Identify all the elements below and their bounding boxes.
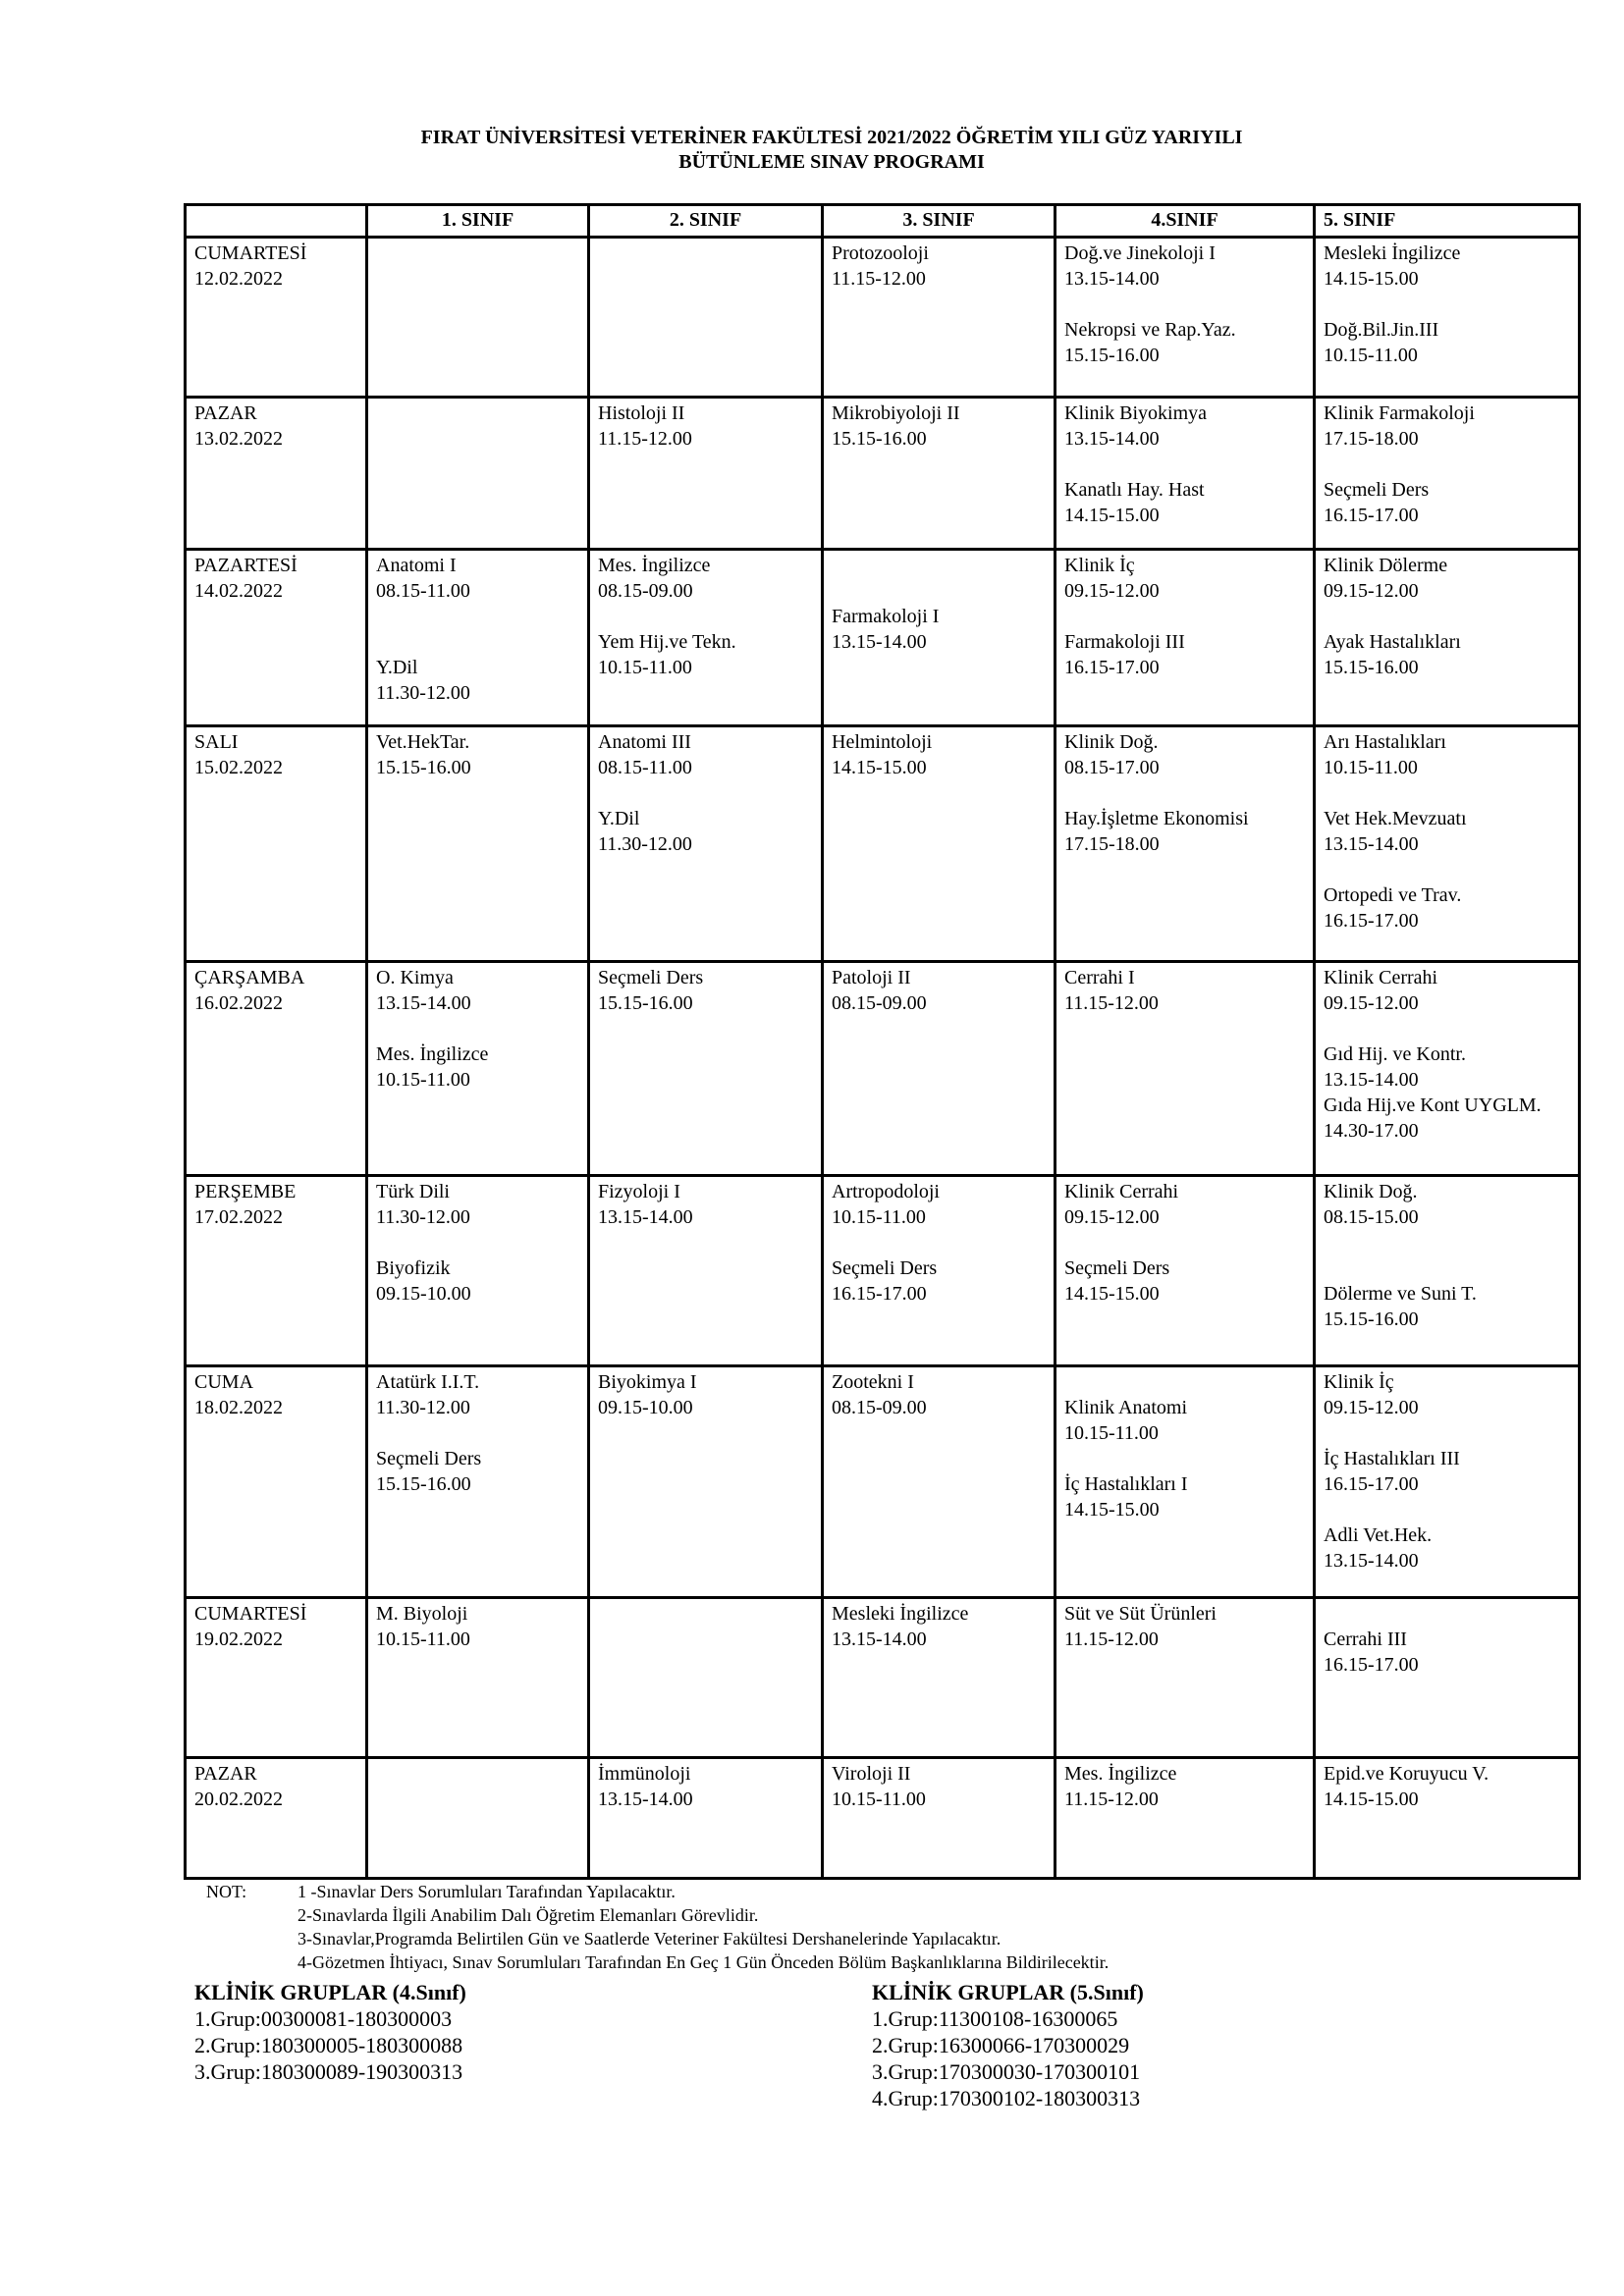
exam-cell	[823, 238, 1056, 398]
clinical-group-item: 4.Grup:170300102-180300313	[872, 2086, 1141, 2110]
exam-entry-line: 09.15-10.00	[376, 1283, 471, 1305]
notes-label: NOT:	[206, 1882, 247, 1901]
day-name: CUMARTESİ	[194, 1603, 307, 1625]
exam-cell	[1315, 726, 1580, 962]
exam-entry-line: Arı Hastalıkları	[1324, 731, 1446, 753]
exam-entry-line: Atatürk I.I.T.	[376, 1371, 480, 1393]
schedule-row	[186, 1176, 1580, 1366]
day-date: 15.02.2022	[194, 757, 283, 778]
exam-entry-line: 13.15-14.00	[1064, 268, 1160, 290]
exam-cell	[1056, 550, 1315, 726]
exam-entry-line: Artropodoloji	[832, 1181, 940, 1202]
exam-entry-line: 14.15-15.00	[1064, 1499, 1160, 1521]
note-item: 2-Sınavlarda İlgili Anabilim Dalı Öğretim Elemanları Görevlidir.	[298, 1905, 759, 1925]
exam-entry-line: Seçmeli Ders	[1064, 1257, 1170, 1279]
day-date: 19.02.2022	[194, 1629, 283, 1650]
exam-entry-line: 10.15-11.00	[1324, 345, 1418, 366]
exam-entry-line: 16.15-17.00	[1324, 910, 1419, 932]
day-date: 17.02.2022	[194, 1206, 283, 1228]
exam-cell	[1315, 1176, 1580, 1366]
exam-entry-line: 17.15-18.00	[1064, 833, 1160, 855]
clinical-group-item: 3.Grup:170300030-170300101	[872, 2059, 1141, 2084]
exam-entry-line: Mesleki İngilizce	[1324, 242, 1461, 264]
exam-entry-line: 09.15-12.00	[1324, 992, 1419, 1014]
exam-entry-line: İç Hastalıkları I	[1064, 1473, 1188, 1495]
exam-entry-line: Farmakoloji III	[1064, 631, 1185, 653]
exam-entry-line: Klinik Cerrahi	[1064, 1181, 1179, 1202]
exam-entry-line	[1064, 452, 1307, 477]
day-name: CUMA	[194, 1371, 254, 1393]
note-item: 4-Gözetmen İhtiyacı, Sınav Sorumluları Tarafından En Geç 1 Gün Önceden Bölüm Başkanlıklarına Bildirilecektir.	[298, 1952, 1110, 1972]
exam-entry-line: 09.15-12.00	[1064, 580, 1160, 602]
schedule-row	[186, 1598, 1580, 1758]
exam-entry-line: 13.15-14.00	[598, 1206, 693, 1228]
exam-cell	[823, 1598, 1056, 1758]
exam-entry-line: 11.15-12.00	[1064, 992, 1159, 1014]
exam-entry-line: 10.15-11.00	[832, 1206, 926, 1228]
exam-entry-line: 14.15-15.00	[1324, 1789, 1419, 1810]
day-name: SALI	[194, 731, 239, 753]
exam-entry-line: 08.15-09.00	[598, 580, 693, 602]
exam-entry-line: Süt ve Süt Ürünleri	[1064, 1603, 1217, 1625]
exam-entry-line: Klinik Doğ.	[1064, 731, 1159, 753]
exam-cell	[367, 726, 589, 962]
exam-entry-line: 10.15-11.00	[376, 1629, 470, 1650]
table-header-row	[186, 205, 1580, 238]
exam-entry-line: Ortopedi ve Trav.	[1324, 884, 1462, 906]
exam-entry-line: 08.15-17.00	[1064, 757, 1160, 778]
exam-cell	[367, 550, 589, 726]
exam-entry-line: 15.15-16.00	[598, 992, 693, 1014]
exam-entry-line	[1064, 1230, 1307, 1255]
exam-entry-line	[1064, 1369, 1307, 1395]
exam-entry-line: Viroloji II	[832, 1763, 911, 1785]
exam-cell	[367, 1758, 589, 1879]
exam-entry-line	[1064, 1446, 1307, 1471]
exam-cell	[1315, 238, 1580, 398]
clinical-group-item: 1.Grup:00300081-180300003	[194, 2006, 453, 2031]
exam-cell	[1315, 962, 1580, 1176]
exam-entry-line: Klinik Biyokimya	[1064, 402, 1207, 424]
exam-entry-line: Cerrahi III	[1324, 1629, 1407, 1650]
exam-entry-line: 08.15-11.00	[598, 757, 692, 778]
exam-entry-line: Zootekni I	[832, 1371, 914, 1393]
exam-cell	[589, 238, 823, 398]
exam-cell	[1056, 1176, 1315, 1366]
day-cell	[186, 1366, 367, 1598]
exam-entry-line: Adli Vet.Hek.	[1324, 1524, 1433, 1546]
exam-entry-line: 14.15-15.00	[1064, 505, 1160, 526]
exam-schedule-table	[184, 203, 1581, 1880]
title-line-2: BÜTÜNLEME SINAV PROGRAMI	[678, 151, 985, 173]
exam-entry-line: Epid.ve Koruyucu V.	[1324, 1763, 1489, 1785]
exam-entry-line: Biyofizik	[376, 1257, 451, 1279]
exam-entry-line: Seçmeli Ders	[832, 1257, 938, 1279]
exam-entry-line: 14.15-15.00	[1064, 1283, 1160, 1305]
document-title	[0, 126, 1624, 175]
exam-entry-line: 15.15-16.00	[1064, 345, 1160, 366]
exam-entry-line: Kanatlı Hay. Hast	[1064, 479, 1205, 501]
exam-entry-line: Patoloji II	[832, 967, 911, 988]
day-name: PERŞEMBE	[194, 1181, 297, 1202]
exam-entry-line: Türk Dili	[376, 1181, 450, 1202]
exam-entry-line	[1324, 857, 1572, 882]
exam-entry-line: Dölerme ve Suni T.	[1324, 1283, 1477, 1305]
exam-entry-line: 11.15-12.00	[1064, 1629, 1159, 1650]
day-name: PAZARTESİ	[194, 555, 298, 576]
exam-entry-line: Mesleki İngilizce	[832, 1603, 969, 1625]
exam-cell	[367, 1176, 589, 1366]
exam-entry-line: Mes. İngilizce	[376, 1043, 489, 1065]
exam-entry-line: Cerrahi I	[1064, 967, 1135, 988]
exam-entry-line: 15.15-16.00	[1324, 1308, 1419, 1330]
exam-entry-line	[1324, 1601, 1572, 1627]
exam-entry-line: Gıda Hij.ve Kont UYGLM.	[1324, 1095, 1542, 1116]
exam-entry-line: Protozooloji	[832, 242, 929, 264]
exam-entry-line: Fizyoloji I	[598, 1181, 680, 1202]
exam-cell	[823, 550, 1056, 726]
day-date: 12.02.2022	[194, 268, 283, 290]
exam-entry-line: 09.15-12.00	[1324, 580, 1419, 602]
exam-entry-line: 15.15-16.00	[376, 757, 471, 778]
day-date: 18.02.2022	[194, 1397, 283, 1418]
clinical-group-item: 2.Grup:180300005-180300088	[194, 2033, 463, 2057]
exam-entry-line: 17.15-18.00	[1324, 428, 1419, 450]
notes-section	[206, 1880, 1109, 1974]
exam-cell	[367, 398, 589, 550]
exam-cell	[1056, 238, 1315, 398]
exam-entry-line	[1064, 604, 1307, 629]
exam-entry-line	[598, 780, 815, 806]
exam-cell	[589, 550, 823, 726]
exam-cell	[823, 726, 1056, 962]
exam-cell	[1315, 550, 1580, 726]
column-header: 3. SINIF	[823, 205, 1056, 238]
exam-cell	[1056, 1758, 1315, 1879]
day-cell	[186, 1758, 367, 1879]
exam-entry-line: Klinik Cerrahi	[1324, 967, 1438, 988]
exam-entry-line: 16.15-17.00	[1064, 657, 1160, 678]
exam-entry-line: Hay.İşletme Ekonomisi	[1064, 808, 1249, 829]
exam-entry-line: 13.15-14.00	[832, 1629, 927, 1650]
exam-cell	[589, 1176, 823, 1366]
clinical-group-item: 2.Grup:16300066-170300029	[872, 2033, 1130, 2057]
table-body	[186, 238, 1580, 1879]
exam-cell	[367, 238, 589, 398]
day-name: PAZAR	[194, 1763, 257, 1785]
exam-cell	[589, 1598, 823, 1758]
exam-entry-line: Mes. İngilizce	[1064, 1763, 1177, 1785]
day-date: 20.02.2022	[194, 1789, 283, 1810]
exam-cell	[1056, 398, 1315, 550]
exam-entry-line	[1324, 1420, 1572, 1446]
exam-entry-line: Farmakoloji I	[832, 606, 940, 627]
exam-entry-line: Ayak Hastalıkları	[1324, 631, 1461, 653]
exam-entry-line: 11.30-12.00	[376, 1206, 470, 1228]
exam-entry-line: 14.15-15.00	[832, 757, 927, 778]
day-name: ÇARŞAMBA	[194, 967, 305, 988]
exam-entry-line: Gıd Hij. ve Kontr.	[1324, 1043, 1466, 1065]
exam-entry-line	[832, 1230, 1048, 1255]
exam-entry-line: M. Biyoloji	[376, 1603, 468, 1625]
column-header: 4.SINIF	[1056, 205, 1315, 238]
exam-cell	[1056, 1598, 1315, 1758]
exam-cell	[589, 398, 823, 550]
exam-entry-line: Seçmeli Ders	[1324, 479, 1430, 501]
exam-entry-line: Klinik Farmakoloji	[1324, 402, 1475, 424]
clinical-group-item: 3.Grup:180300089-190300313	[194, 2059, 463, 2084]
exam-entry-line: Helmintoloji	[832, 731, 933, 753]
exam-entry-line	[598, 604, 815, 629]
column-header: 2. SINIF	[589, 205, 823, 238]
exam-cell	[823, 962, 1056, 1176]
exam-entry-line: İç Hastalıkları III	[1324, 1448, 1460, 1469]
exam-entry-line: 16.15-17.00	[1324, 1473, 1419, 1495]
schedule-row	[186, 726, 1580, 962]
exam-entry-line: Seçmeli Ders	[598, 967, 704, 988]
exam-entry-line	[1324, 1497, 1572, 1522]
exam-entry-line: Klinik Anatomi	[1064, 1397, 1187, 1418]
exam-entry-line: Mikrobiyoloji II	[832, 402, 960, 424]
exam-entry-line: Biyokimya I	[598, 1371, 697, 1393]
title-line-1: FIRAT ÜNİVERSİTESİ VETERİNER FAKÜLTESİ 2021/2022 ÖĞRETİM YILI GÜZ YARIYILI	[420, 127, 1243, 148]
exam-entry-line: 11.30-12.00	[376, 1397, 470, 1418]
exam-entry-line	[1064, 780, 1307, 806]
exam-entry-line: Yem Hij.ve Tekn.	[598, 631, 736, 653]
exam-entry-line: Histoloji II	[598, 402, 685, 424]
day-cell	[186, 238, 367, 398]
clinical-groups-5th-year	[872, 1979, 1144, 2111]
exam-cell	[367, 1598, 589, 1758]
exam-cell	[1315, 1598, 1580, 1758]
exam-entry-line: 16.15-17.00	[1324, 1654, 1419, 1676]
exam-entry-line: 13.15-14.00	[1324, 833, 1419, 855]
day-cell	[186, 1598, 367, 1758]
schedule-row	[186, 1758, 1580, 1879]
exam-entry-line: Doğ.Bil.Jin.III	[1324, 319, 1439, 341]
exam-entry-line: 11.30-12.00	[376, 682, 470, 704]
exam-entry-line	[1064, 292, 1307, 317]
clinical-groups-4th-year	[194, 1979, 466, 2085]
exam-entry-line	[1324, 452, 1572, 477]
clinical-groups-title: KLİNİK GRUPLAR (4.Sınıf)	[194, 1980, 466, 2004]
clinical-group-item: 1.Grup:11300108-16300065	[872, 2006, 1118, 2031]
exam-entry-line: Doğ.ve Jinekoloji I	[1064, 242, 1216, 264]
column-header: 5. SINIF	[1315, 205, 1580, 238]
exam-entry-line: 13.15-14.00	[832, 631, 927, 653]
exam-entry-line: 08.15-15.00	[1324, 1206, 1419, 1228]
exam-entry-line	[376, 604, 581, 629]
exam-cell	[823, 1758, 1056, 1879]
exam-entry-line: 08.15-11.00	[376, 580, 470, 602]
exam-entry-line: 13.15-14.00	[1324, 1069, 1419, 1091]
exam-cell	[589, 726, 823, 962]
exam-entry-line	[376, 1420, 581, 1446]
exam-entry-line: 11.30-12.00	[598, 833, 692, 855]
exam-entry-line: 08.15-09.00	[832, 992, 927, 1014]
exam-entry-line: 09.15-10.00	[598, 1397, 693, 1418]
exam-entry-line: 15.15-16.00	[832, 428, 927, 450]
exam-entry-line	[832, 578, 1048, 604]
exam-entry-line: İmmünoloji	[598, 1763, 691, 1785]
clinical-groups-title: KLİNİK GRUPLAR (5.Sınıf)	[872, 1980, 1144, 2004]
exam-entry-line: 15.15-16.00	[1324, 657, 1419, 678]
exam-entry-line: 08.15-09.00	[832, 1397, 927, 1418]
schedule-row	[186, 962, 1580, 1176]
exam-entry-line	[376, 1230, 581, 1255]
day-date: 13.02.2022	[194, 428, 283, 450]
exam-cell	[589, 1366, 823, 1598]
exam-entry-line: 13.15-14.00	[1324, 1550, 1419, 1572]
exam-cell	[1315, 1366, 1580, 1598]
exam-cell	[1056, 962, 1315, 1176]
day-cell	[186, 726, 367, 962]
exam-entry-line: 14.15-15.00	[1324, 268, 1419, 290]
exam-entry-line	[832, 553, 1048, 578]
note-item: 1 -Sınavlar Ders Sorumluları Tarafından Yapılacaktır.	[298, 1882, 676, 1901]
exam-entry-line: Klinik Doğ.	[1324, 1181, 1418, 1202]
exam-entry-line: 14.30-17.00	[1324, 1120, 1419, 1142]
exam-entry-line: 16.15-17.00	[832, 1283, 927, 1305]
exam-entry-line	[376, 1016, 581, 1041]
exam-entry-line: 11.15-12.00	[1064, 1789, 1159, 1810]
exam-entry-line: 10.15-11.00	[376, 1069, 470, 1091]
exam-entry-line: 09.15-12.00	[1064, 1206, 1160, 1228]
note-item: 3-Sınavlar,Programda Belirtilen Gün ve Saatlerde Veteriner Fakültesi Dershanelerinde Yapılacaktır.	[298, 1929, 1001, 1949]
exam-cell	[589, 962, 823, 1176]
exam-cell	[1056, 1366, 1315, 1598]
exam-entry-line: Y.Dil	[376, 657, 418, 678]
exam-entry-line: 11.15-12.00	[832, 268, 926, 290]
day-date: 16.02.2022	[194, 992, 283, 1014]
exam-entry-line: Vet.HekTar.	[376, 731, 470, 753]
exam-entry-line: 16.15-17.00	[1324, 505, 1419, 526]
day-cell	[186, 550, 367, 726]
exam-entry-line	[1324, 1016, 1572, 1041]
exam-entry-line: 10.15-11.00	[598, 657, 692, 678]
exam-entry-line	[1324, 292, 1572, 317]
exam-entry-line: Seçmeli Ders	[376, 1448, 482, 1469]
day-cell	[186, 1176, 367, 1366]
column-header: 1. SINIF	[367, 205, 589, 238]
exam-entry-line: Vet Hek.Mevzuatı	[1324, 808, 1467, 829]
exam-entry-line: 10.15-11.00	[1064, 1422, 1159, 1444]
exam-entry-line: Mes. İngilizce	[598, 555, 711, 576]
exam-entry-line: 11.15-12.00	[598, 428, 692, 450]
exam-entry-line: 13.15-14.00	[1064, 428, 1160, 450]
exam-entry-line	[376, 629, 581, 655]
exam-cell	[823, 398, 1056, 550]
day-cell	[186, 398, 367, 550]
exam-entry-line: Y.Dil	[598, 808, 640, 829]
exam-entry-line: Klinik Dölerme	[1324, 555, 1448, 576]
exam-entry-line: Anatomi I	[376, 555, 457, 576]
schedule-row	[186, 398, 1580, 550]
exam-cell	[367, 1366, 589, 1598]
exam-cell	[1056, 726, 1315, 962]
exam-entry-line: 10.15-11.00	[832, 1789, 926, 1810]
day-name: CUMARTESİ	[194, 242, 307, 264]
exam-entry-line: Nekropsi ve Rap.Yaz.	[1064, 319, 1236, 341]
schedule-row	[186, 238, 1580, 398]
exam-entry-line: O. Kimya	[376, 967, 454, 988]
exam-entry-line	[1324, 604, 1572, 629]
day-name: PAZAR	[194, 402, 257, 424]
exam-entry-line	[1324, 1230, 1572, 1255]
day-cell	[186, 962, 367, 1176]
exam-entry-line: 13.15-14.00	[598, 1789, 693, 1810]
schedule-row	[186, 1366, 1580, 1598]
exam-cell	[1315, 1758, 1580, 1879]
exam-entry-line	[1324, 780, 1572, 806]
exam-cell	[1315, 398, 1580, 550]
exam-cell	[823, 1176, 1056, 1366]
header-corner-cell	[186, 205, 367, 238]
exam-cell	[589, 1758, 823, 1879]
exam-entry-line: 09.15-12.00	[1324, 1397, 1419, 1418]
exam-entry-line: 15.15-16.00	[376, 1473, 471, 1495]
day-date: 14.02.2022	[194, 580, 283, 602]
exam-entry-line: Anatomi III	[598, 731, 691, 753]
exam-entry-line: Klinik İç	[1064, 555, 1135, 576]
exam-cell	[367, 962, 589, 1176]
exam-entry-line: 10.15-11.00	[1324, 757, 1418, 778]
exam-entry-line: 13.15-14.00	[376, 992, 471, 1014]
exam-entry-line	[1324, 1255, 1572, 1281]
schedule-row	[186, 550, 1580, 726]
exam-entry-line: Klinik İç	[1324, 1371, 1394, 1393]
exam-cell	[823, 1366, 1056, 1598]
